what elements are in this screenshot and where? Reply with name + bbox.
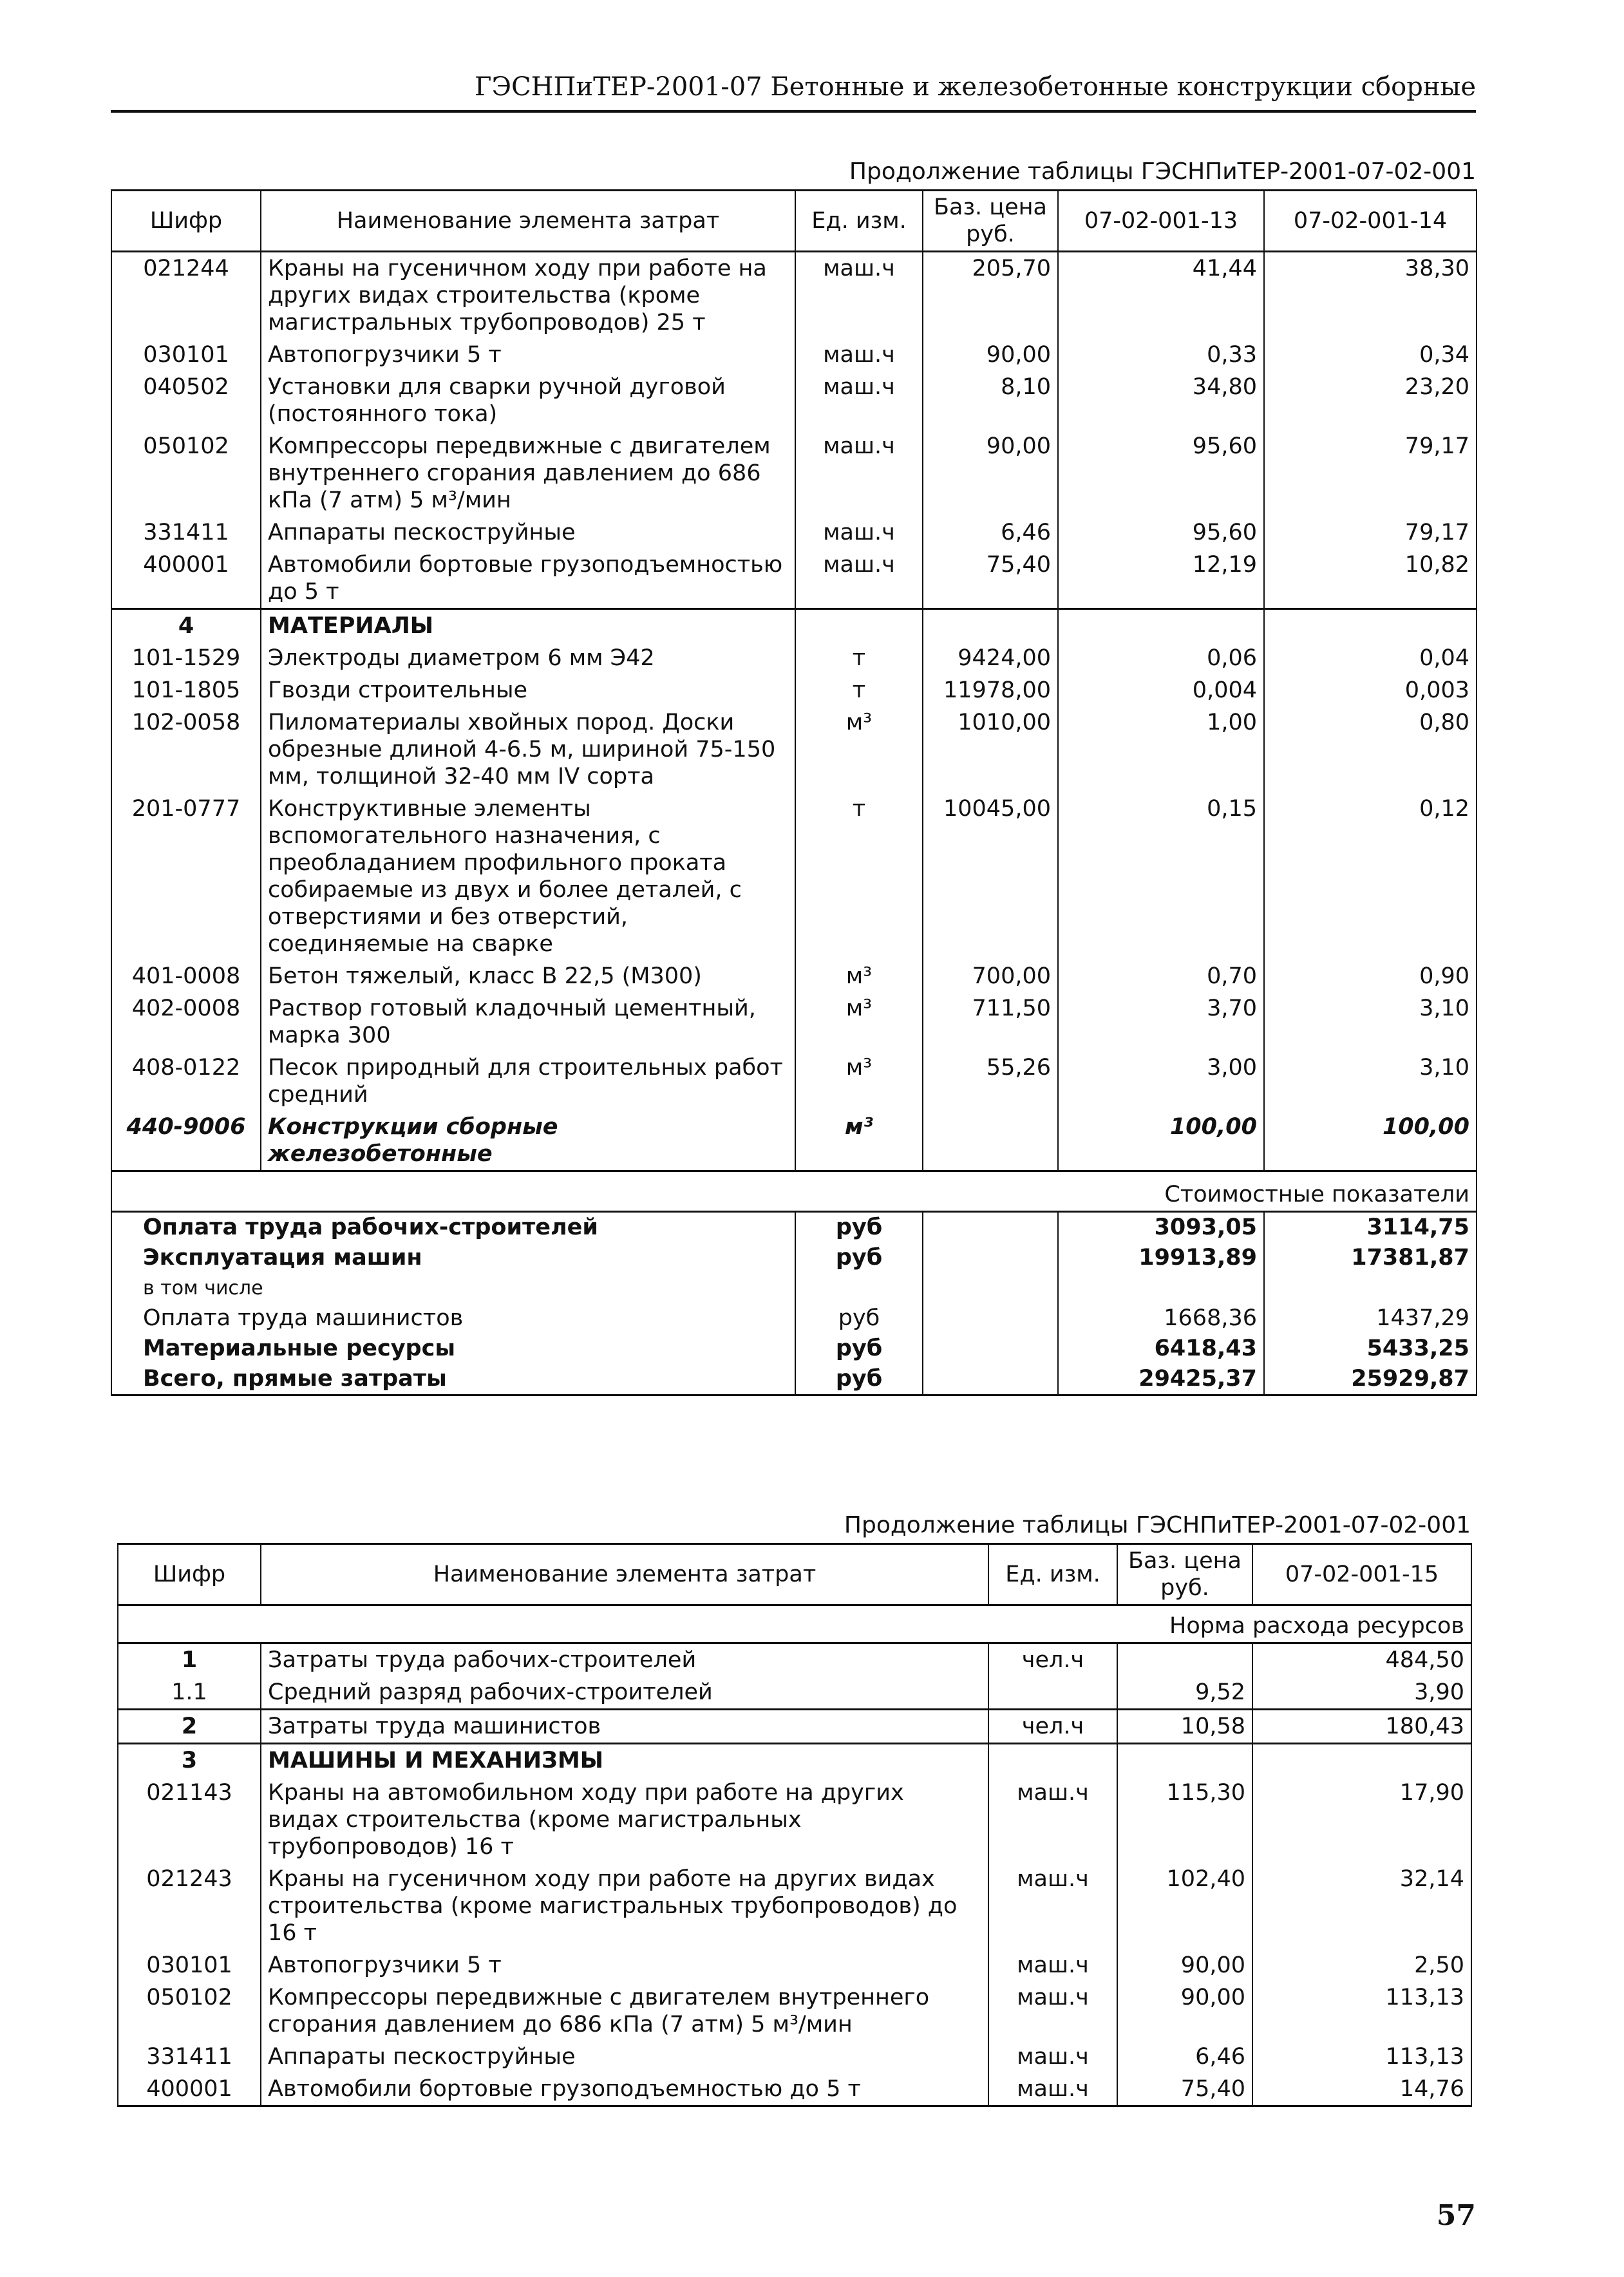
cost-value-13: 6418,43 — [1058, 1334, 1264, 1364]
table-row — [118, 2041, 1471, 2073]
row-unit: маш.ч — [795, 252, 923, 339]
row-code: 331411 — [111, 516, 261, 549]
col-header-07-02-001-15: 07-02-001-15 — [1252, 1544, 1471, 1605]
cost-value-13: 19913,89 — [1058, 1243, 1264, 1273]
cost-unit: руб — [795, 1364, 923, 1395]
row-value-14: 79,17 — [1264, 516, 1477, 549]
row-name: Конструкции сборные железобетонные — [261, 1111, 795, 1171]
row-base-price: 55,26 — [923, 1052, 1058, 1111]
cost-label: Материальные ресурсы — [111, 1334, 795, 1364]
table-row — [118, 1676, 1471, 1710]
row-base-price: 102,40 — [1117, 1863, 1252, 1949]
cost-value-13 — [1058, 1273, 1264, 1303]
row-base-price: 90,00 — [923, 339, 1058, 371]
col-header-07-02-001-13: 07-02-001-13 — [1058, 191, 1264, 252]
row-name: Бетон тяжелый, класс В 22,5 (М300) — [261, 960, 795, 992]
row-base-price: 1010,00 — [923, 706, 1058, 793]
row-name: Краны на гусеничном ходу при работе на других видах строительства (кроме магистральных трубопроводов) 25 т — [261, 252, 795, 339]
row-base-price: 10,58 — [1117, 1710, 1252, 1744]
cost-value-14: 5433,25 — [1264, 1334, 1477, 1364]
table-row — [111, 339, 1477, 371]
row-code: 400001 — [118, 2073, 261, 2106]
row-name: Установки для сварки ручной дуговой (постоянного тока) — [261, 371, 795, 430]
row-name: Конструктивные элементы вспомогательного назначения, с преобладанием профильного проката собираемые из двух и более деталей, с отверстиями и без отверстий, соединяемые на сварке — [261, 793, 795, 960]
row-value-14: 10,82 — [1264, 549, 1477, 609]
col-header-unit: Ед. изм. — [988, 1544, 1117, 1605]
cost-label: в том числе — [111, 1273, 795, 1303]
row-base-price: 90,00 — [923, 430, 1058, 516]
table-row — [111, 793, 1477, 960]
row-name: Средний разряд рабочих-строителей — [261, 1676, 988, 1710]
table-row — [111, 706, 1477, 793]
row-base-price: 75,40 — [923, 549, 1058, 609]
row-base-price: 9,52 — [1117, 1676, 1252, 1710]
table-row — [118, 1643, 1471, 1677]
cost-indicators-title: Стоимостные показатели — [111, 1171, 1477, 1212]
row-value-13: 0,33 — [1058, 339, 1264, 371]
col-header-07-02-001-14: 07-02-001-14 — [1264, 191, 1477, 252]
row-base-price — [1117, 1643, 1252, 1677]
row-code: 050102 — [118, 1981, 261, 2041]
row-name: Пиломатериалы хвойных пород. Доски обрезные длиной 4-6.5 м, шириной 75-150 мм, толщиной 32-40 мм IV сорта — [261, 706, 795, 793]
row-name: Автопогрузчики 5 т — [261, 339, 795, 371]
col-header-name: Наименование элемента затрат — [261, 191, 795, 252]
cost-row — [111, 1334, 1477, 1364]
cost-row — [111, 1212, 1477, 1243]
cost-value-14: 17381,87 — [1264, 1243, 1477, 1273]
row-code: 402-0008 — [111, 992, 261, 1052]
row-value-15: 484,50 — [1252, 1643, 1471, 1677]
row-unit: м³ — [795, 706, 923, 793]
col-header-base-price: Баз. цена руб. — [1117, 1544, 1252, 1605]
row-code: 400001 — [111, 549, 261, 609]
row-value-15: 3,90 — [1252, 1676, 1471, 1710]
row-value-15: 14,76 — [1252, 2073, 1471, 2106]
row-code: 401-0008 — [111, 960, 261, 992]
row-value-13: 0,70 — [1058, 960, 1264, 992]
table-row — [111, 252, 1477, 339]
row-unit: м³ — [795, 1111, 923, 1171]
cost-label: Оплата труда машинистов — [111, 1303, 795, 1334]
table2-continuation-caption: Продолжение таблицы ГЭСНПиТЕР-2001-07-02-001 — [844, 1512, 1471, 1538]
row-unit: маш.ч — [795, 371, 923, 430]
table-row — [111, 516, 1477, 549]
row-value-15: 113,13 — [1252, 1981, 1471, 2041]
row-name: Краны на автомобильном ходу при работе на других видах строительства (кроме магистральных трубопроводов) 16 т — [261, 1777, 988, 1863]
table-row — [118, 1981, 1471, 2041]
cost-unit: руб — [795, 1212, 923, 1243]
row-code: 201-0777 — [111, 793, 261, 960]
row-base-price: 115,30 — [1117, 1777, 1252, 1863]
section-row-machines — [118, 1744, 1471, 1777]
row-unit: чел.ч — [988, 1643, 1117, 1677]
row-name: Компрессоры передвижные с двигателем внутреннего сгорания давлением до 686 кПа (7 атм) 5 м³/мин — [261, 1981, 988, 2041]
row-code: 050102 — [111, 430, 261, 516]
row-base-price: 700,00 — [923, 960, 1058, 992]
page-header-title: ГЭСНПиТЕР-2001-07 Бетонные и железобетонные конструкции сборные — [474, 72, 1476, 102]
row-code: 1 — [118, 1643, 261, 1677]
row-value-14: 79,17 — [1264, 430, 1477, 516]
page-number: 57 — [1436, 2199, 1476, 2232]
table-row — [111, 430, 1477, 516]
row-value-14: 0,12 — [1264, 793, 1477, 960]
row-name: Автомобили бортовые грузоподъемностью до 5 т — [261, 2073, 988, 2106]
section-row-materials — [111, 609, 1477, 643]
row-code: 331411 — [118, 2041, 261, 2073]
cost-row — [111, 1303, 1477, 1334]
table-row — [111, 642, 1477, 674]
cost-value-13: 29425,37 — [1058, 1364, 1264, 1395]
col-header-code: Шифр — [111, 191, 261, 252]
table-row — [118, 2073, 1471, 2106]
row-base-price: 90,00 — [1117, 1981, 1252, 2041]
row-base-price: 8,10 — [923, 371, 1058, 430]
row-unit: маш.ч — [988, 2073, 1117, 2106]
row-unit: м³ — [795, 960, 923, 992]
row-value-14: 38,30 — [1264, 252, 1477, 339]
row-code: 030101 — [118, 1949, 261, 1981]
row-value-15: 180,43 — [1252, 1710, 1471, 1744]
row-value-14: 3,10 — [1264, 992, 1477, 1052]
col-header-code: Шифр — [118, 1544, 261, 1605]
row-name: Автопогрузчики 5 т — [261, 1949, 988, 1981]
row-code: 021244 — [111, 252, 261, 339]
row-base-price: 10045,00 — [923, 793, 1058, 960]
row-name: Автомобили бортовые грузоподъемностью до 5 т — [261, 549, 795, 609]
row-code: 021243 — [118, 1863, 261, 1949]
row-value-14: 0,90 — [1264, 960, 1477, 992]
row-value-13: 12,19 — [1058, 549, 1264, 609]
row-value-15: 32,14 — [1252, 1863, 1471, 1949]
row-value-13: 100,00 — [1058, 1111, 1264, 1171]
row-name: Аппараты пескоструйные — [261, 516, 795, 549]
table-row-precast-concrete — [111, 1111, 1477, 1171]
row-code: 102-0058 — [111, 706, 261, 793]
norm-header-title: Норма расхода ресурсов — [118, 1605, 1471, 1643]
row-value-15: 17,90 — [1252, 1777, 1471, 1863]
cost-unit — [795, 1273, 923, 1303]
row-name: Песок природный для строительных работ средний — [261, 1052, 795, 1111]
row-value-13: 34,80 — [1058, 371, 1264, 430]
cost-row-total — [111, 1364, 1477, 1395]
cost-value-14: 3114,75 — [1264, 1212, 1477, 1243]
cost-row — [111, 1243, 1477, 1273]
cost-value-14: 1437,29 — [1264, 1303, 1477, 1334]
row-name: Затраты труда машинистов — [261, 1710, 988, 1744]
row-code: 101-1805 — [111, 674, 261, 706]
row-unit: маш.ч — [988, 1777, 1117, 1863]
row-unit: маш.ч — [795, 549, 923, 609]
row-code: 030101 — [111, 339, 261, 371]
resources-table-2 — [117, 1543, 1472, 2107]
col-header-base-price: Баз. цена руб. — [923, 191, 1058, 252]
row-base-price: 11978,00 — [923, 674, 1058, 706]
header-rule — [111, 110, 1476, 113]
row-unit: маш.ч — [988, 1981, 1117, 2041]
cost-unit: руб — [795, 1243, 923, 1273]
table-row — [118, 1863, 1471, 1949]
norm-header-row — [118, 1605, 1471, 1643]
cost-label: Эксплуатация машин — [111, 1243, 795, 1273]
row-unit: т — [795, 793, 923, 960]
row-value-13: 3,00 — [1058, 1052, 1264, 1111]
row-unit: маш.ч — [795, 339, 923, 371]
table-row — [111, 992, 1477, 1052]
section-title: МАТЕРИАЛЫ — [261, 609, 795, 643]
section-code: 3 — [118, 1744, 261, 1777]
cost-label: Оплата труда рабочих-строителей — [111, 1212, 795, 1243]
row-unit: чел.ч — [988, 1710, 1117, 1744]
row-code: 021143 — [118, 1777, 261, 1863]
row-value-13: 3,70 — [1058, 992, 1264, 1052]
cost-value-14: 25929,87 — [1264, 1364, 1477, 1395]
row-value-13: 1,00 — [1058, 706, 1264, 793]
row-base-price: 90,00 — [1117, 1949, 1252, 1981]
row-unit: м³ — [795, 1052, 923, 1111]
row-base-price — [923, 1111, 1058, 1171]
row-code: 1.1 — [118, 1676, 261, 1710]
cost-indicators-header-row — [111, 1171, 1477, 1212]
row-value-13: 0,15 — [1058, 793, 1264, 960]
row-code: 408-0122 — [111, 1052, 261, 1111]
row-base-price: 205,70 — [923, 252, 1058, 339]
section-code: 4 — [111, 609, 261, 643]
row-code: 440-9006 — [111, 1111, 261, 1171]
row-value-14: 0,80 — [1264, 706, 1477, 793]
row-value-14: 0,04 — [1264, 642, 1477, 674]
row-name: Краны на гусеничном ходу при работе на других видах строительства (кроме магистральных трубопроводов) до 16 т — [261, 1863, 988, 1949]
table-row — [118, 1710, 1471, 1744]
row-unit: маш.ч — [988, 1949, 1117, 1981]
cost-value-13: 3093,05 — [1058, 1212, 1264, 1243]
table1-continuation-caption: Продолжение таблицы ГЭСНПиТЕР-2001-07-02-001 — [849, 158, 1476, 185]
row-value-15: 2,50 — [1252, 1949, 1471, 1981]
row-base-price: 9424,00 — [923, 642, 1058, 674]
row-value-13: 95,60 — [1058, 516, 1264, 549]
row-code: 040502 — [111, 371, 261, 430]
table-row — [111, 1052, 1477, 1111]
table1-header-row — [111, 191, 1477, 252]
row-base-price: 6,46 — [1117, 2041, 1252, 2073]
row-unit — [988, 1676, 1117, 1710]
section-title: МАШИНЫ И МЕХАНИЗМЫ — [261, 1744, 988, 1777]
row-unit: маш.ч — [988, 2041, 1117, 2073]
row-name: Затраты труда рабочих-строителей — [261, 1643, 988, 1677]
row-unit: маш.ч — [795, 430, 923, 516]
table-row — [111, 960, 1477, 992]
row-base-price: 711,50 — [923, 992, 1058, 1052]
col-header-name: Наименование элемента затрат — [261, 1544, 988, 1605]
col-header-unit: Ед. изм. — [795, 191, 923, 252]
row-base-price: 75,40 — [1117, 2073, 1252, 2106]
row-value-13: 0,06 — [1058, 642, 1264, 674]
row-value-14: 23,20 — [1264, 371, 1477, 430]
cost-value-13: 1668,36 — [1058, 1303, 1264, 1334]
row-unit: маш.ч — [988, 1863, 1117, 1949]
row-name: Аппараты пескоструйные — [261, 2041, 988, 2073]
row-value-14: 0,003 — [1264, 674, 1477, 706]
row-name: Компрессоры передвижные с двигателем внутреннего сгорания давлением до 686 кПа (7 атм) 5 м³/мин — [261, 430, 795, 516]
row-value-15: 113,13 — [1252, 2041, 1471, 2073]
row-unit: м³ — [795, 992, 923, 1052]
cost-label: Всего, прямые затраты — [111, 1364, 795, 1395]
row-value-14: 100,00 — [1264, 1111, 1477, 1171]
row-value-13: 41,44 — [1058, 252, 1264, 339]
table-row — [118, 1949, 1471, 1981]
cost-unit: руб — [795, 1334, 923, 1364]
row-name: Электроды диаметром 6 мм Э42 — [261, 642, 795, 674]
resources-table-1 — [111, 189, 1477, 1396]
table-row — [111, 371, 1477, 430]
table-row — [118, 1777, 1471, 1863]
row-base-price: 6,46 — [923, 516, 1058, 549]
row-unit: маш.ч — [795, 516, 923, 549]
row-name: Раствор готовый кладочный цементный, марка 300 — [261, 992, 795, 1052]
cost-row — [111, 1273, 1477, 1303]
row-unit: т — [795, 642, 923, 674]
row-value-13: 0,004 — [1058, 674, 1264, 706]
row-value-14: 0,34 — [1264, 339, 1477, 371]
row-value-14: 3,10 — [1264, 1052, 1477, 1111]
row-code: 101-1529 — [111, 642, 261, 674]
table-row — [111, 674, 1477, 706]
cost-unit: руб — [795, 1303, 923, 1334]
table-row — [111, 549, 1477, 609]
row-unit: т — [795, 674, 923, 706]
row-value-13: 95,60 — [1058, 430, 1264, 516]
cost-value-14 — [1264, 1273, 1477, 1303]
table2-header-row — [118, 1544, 1471, 1605]
row-name: Гвозди строительные — [261, 674, 795, 706]
row-code: 2 — [118, 1710, 261, 1744]
